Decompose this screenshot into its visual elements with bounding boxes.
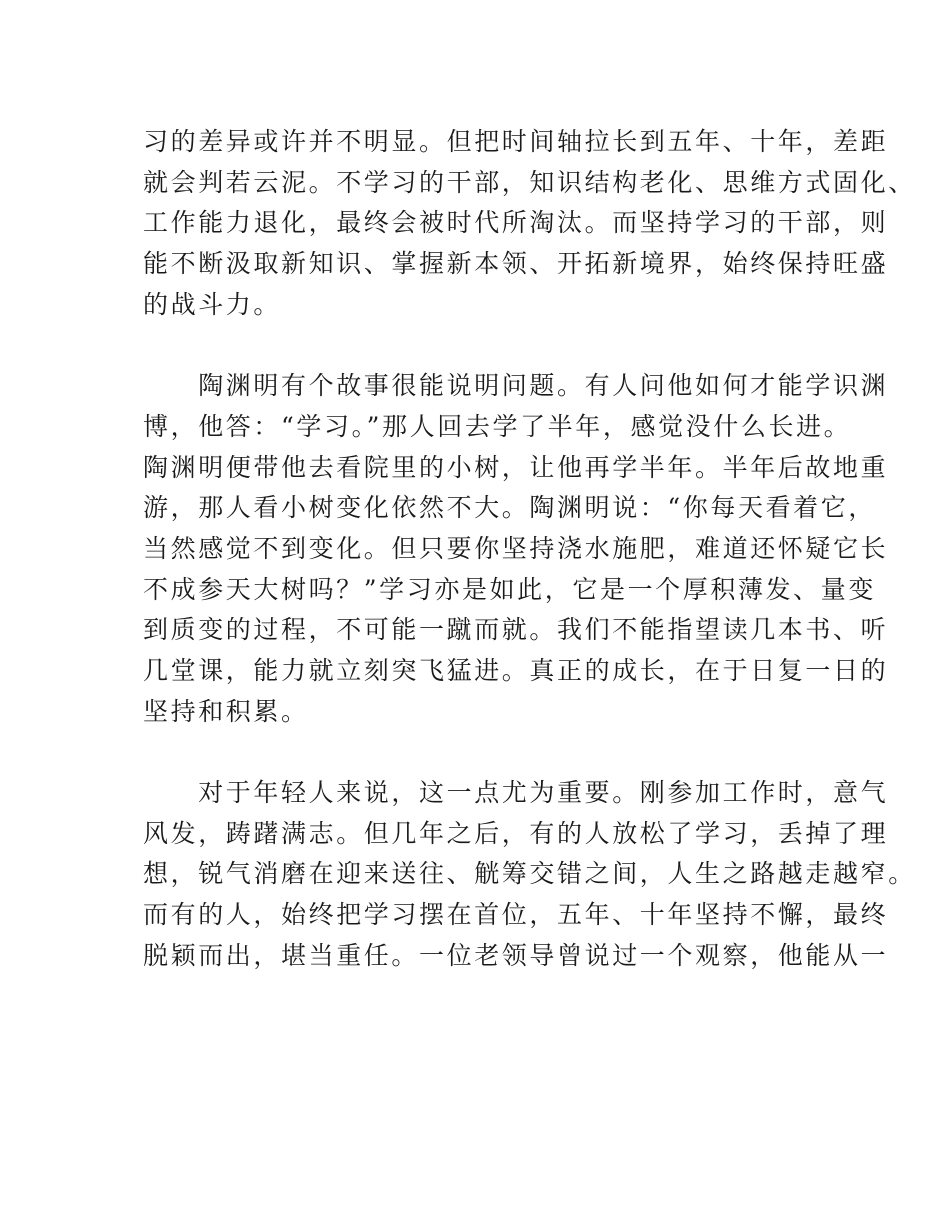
text-line: 坚持和积累。 bbox=[143, 696, 309, 726]
paragraph-gap bbox=[143, 732, 833, 773]
text-line: 游，那人看小树变化依然不大。陶渊明说：“你每天看着它， bbox=[143, 493, 876, 523]
text-line: 几堂课，能力就立刻突飞猛进。真正的成长，在于日复一日的 bbox=[143, 655, 889, 685]
text-line: 不成参天大树吗？”学习亦是如此，它是一个厚积薄发、量变 bbox=[143, 574, 876, 604]
paragraph-gap bbox=[143, 325, 833, 366]
text-line: 脱颖而出，堪当重任。一位老领导曾说过一个观察，他能从一 bbox=[143, 940, 889, 970]
text-line: 当然感觉不到变化。但只要你坚持浇水施肥，难道还怀疑它长 bbox=[143, 533, 889, 563]
text-line: 对于年轻人来说，这一点尤为重要。刚参加工作时，意气 bbox=[143, 778, 889, 807]
text-line: 到质变的过程，不可能一蹴而就。我们不能指望读几本书、听 bbox=[143, 615, 889, 645]
text-line: 而有的人，始终把学习摆在首位，五年、十年坚持不懈，最终 bbox=[143, 900, 889, 930]
text-line: 陶渊明便带他去看院里的小树，让他再学半年。半年后故地重 bbox=[143, 452, 889, 482]
text-line: 博，他答：“学习。”那人回去学了半年，感觉没什么长进。 bbox=[143, 411, 852, 441]
text-line: 能不断汲取新知识、掌握新本领、开拓新境界，始终保持旺盛 bbox=[143, 249, 889, 279]
text-line: 风发，踌躇满志。但几年之后，有的人放松了学习，丢掉了理 bbox=[143, 818, 889, 848]
text-line: 陶渊明有个故事很能说明问题。有人问他如何才能学识渊 bbox=[143, 371, 889, 401]
text-line: 想，锐气消磨在迎来送往、觥筹交错之间，人生之路越走越窄。 bbox=[143, 859, 916, 889]
text-line: 的战斗力。 bbox=[143, 289, 282, 319]
text-line: 工作能力退化，最终会被时代所淘汰。而坚持学习的干部，则 bbox=[143, 208, 889, 238]
body-text bbox=[143, 122, 916, 976]
text-line: 就会判若云泥。不学习的干部，知识结构老化、思维方式固化、 bbox=[143, 167, 916, 197]
text-line: 习的差异或许并不明显。但把时间轴拉长到五年、十年，差距 bbox=[143, 127, 889, 156]
